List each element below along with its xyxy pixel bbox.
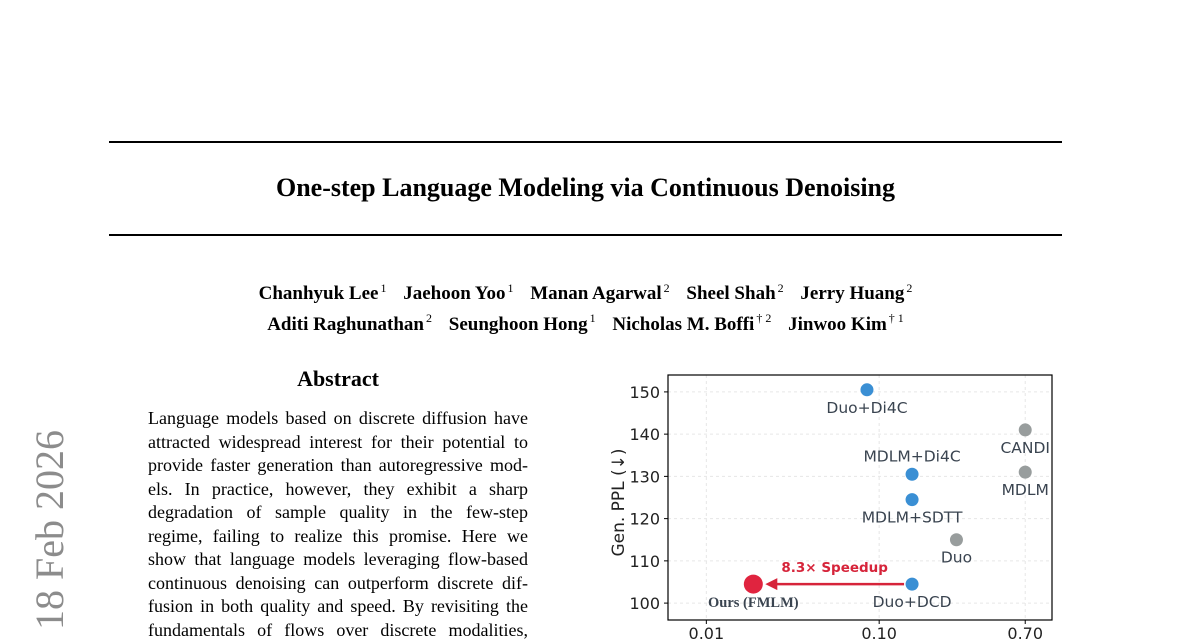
title-rule-top [109,141,1062,143]
abstract-line: Language models based on discrete diffusion have [148,408,528,428]
abstract-line: degradation of sample quality in the few-step [148,502,528,522]
data-point [744,575,763,594]
abstract-heading: Abstract [297,366,379,391]
data-label: MDLM+SDTT [861,508,963,527]
author-list [109,276,1062,337]
y-tick-label: 150 [629,382,660,402]
abstract-line: continuous denoising can outperform discrete dif- [148,572,528,593]
speedup-annotation: 8.3× Speedup [781,560,888,577]
author: Chanhyuk Lee $^1$ [258,281,387,305]
abstract-line: fusion in both quality and speed. By revisiting the [148,596,528,616]
data-label: Duo+DCD [872,593,952,612]
x-tick-label: 0.70 [1007,624,1044,642]
abstract-line: els. In practice, however, they exhibit a sharp [148,478,528,499]
y-tick-label: 140 [629,425,660,445]
author: Manan Agarwal $^2$ [530,281,670,305]
data-point [906,493,919,506]
speed-quality-figure [600,365,1060,642]
author: Sheel Shah $^2$ [686,281,784,305]
data-label: CANDI [1000,438,1050,457]
speedup-arrowhead [765,578,777,590]
author-row-1 [109,276,1062,306]
title-rule-bottom [109,234,1062,236]
data-label: Ours (FMLM) [708,595,799,612]
paper-title: One-step Language Modeling via Continuous Denoising [275,173,896,202]
y-tick-label: 120 [629,509,660,529]
data-point [950,533,963,546]
abstract-line: show that language models leveraging flow-based [148,549,528,569]
data-point [906,578,919,591]
x-tick-label: 0.10 [861,624,897,642]
abstract-line: provide faster generation than autoregressive mod- [148,455,528,475]
author: Nicholas M. Boffi $^{\dagger 2}$ [612,311,772,335]
author: Seunghoon Hong $^1$ [448,311,596,335]
data-label: Duo+Di4C [826,398,908,417]
arxiv-side-stamp: 18 Feb 2026 [27,430,72,630]
abstract-line: fundamentals of flows over discrete modalities, [148,619,528,640]
y-tick-label: 110 [629,551,660,571]
scatter-chart [600,365,1060,642]
y-axis-label: Gen. PPL (↓) [609,448,629,557]
data-point [1019,423,1032,436]
author: Aditi Raghunathan $^2$ [267,311,432,335]
y-tick-label: 100 [629,594,660,614]
data-point [906,468,919,481]
data-label: MDLM+Di4C [863,447,961,466]
author: Jinwoo Kim $^{\dagger 1}$ [788,311,904,335]
abstract-body [148,407,528,640]
author: Jaehoon Yoo $^1$ [403,281,514,305]
data-point [860,383,873,396]
data-label: MDLM [1001,481,1049,500]
abstract-line: regime, failing to realize this promise. Here we [148,525,528,546]
x-tick-label: 0.01 [688,624,725,642]
y-tick-label: 130 [629,467,660,487]
data-point [1019,466,1032,479]
author-row-2 [109,306,1062,336]
abstract-line: attracted widespread interest for their potential to [148,431,528,452]
author: Jerry Huang $^2$ [800,281,913,305]
data-label: Duo [940,548,973,567]
